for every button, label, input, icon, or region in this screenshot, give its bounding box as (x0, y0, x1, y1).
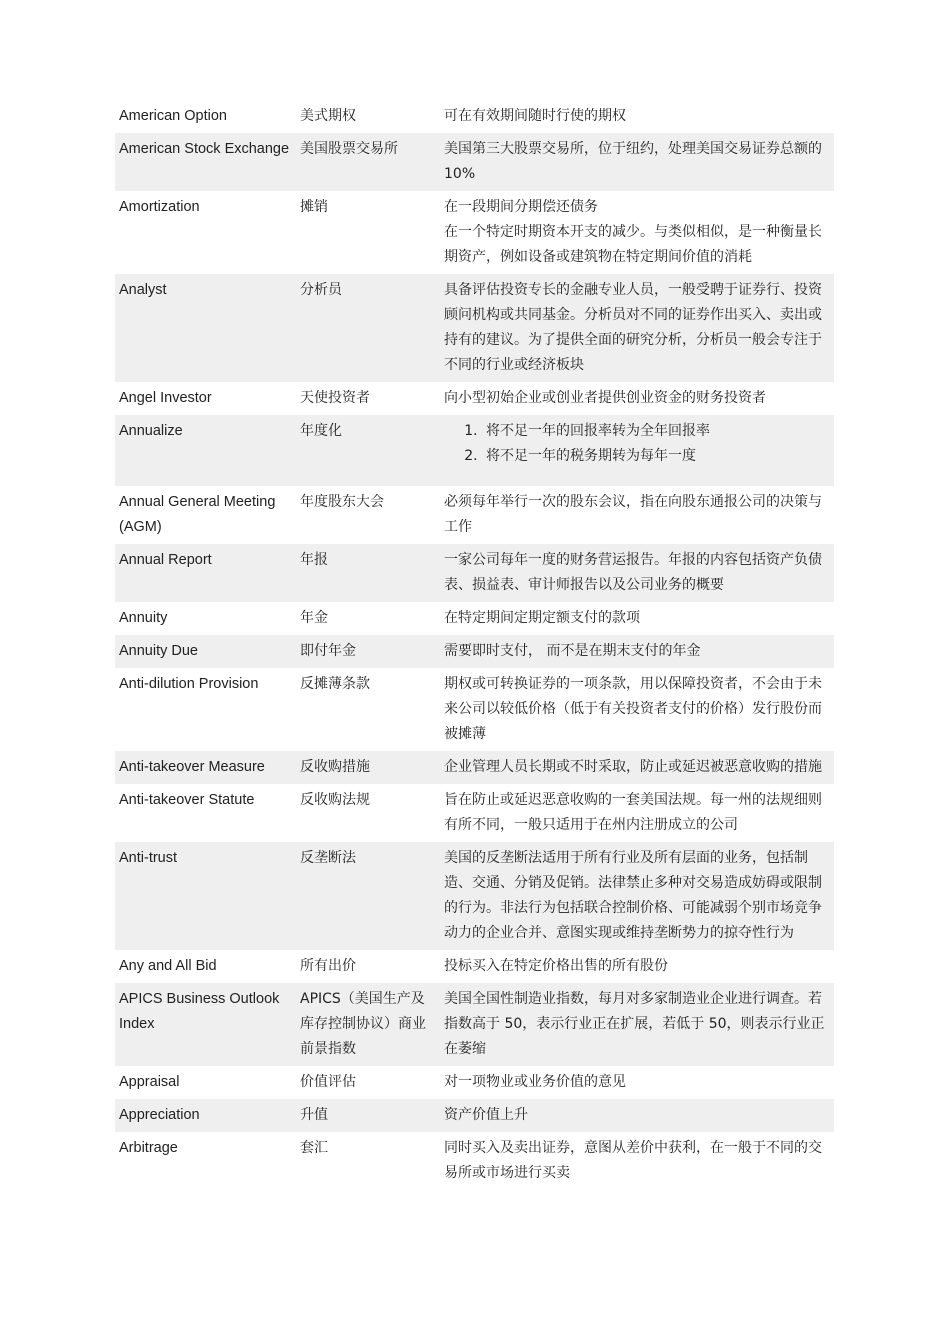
definition-text: 在一段期间分期偿还债务 (444, 199, 598, 215)
glossary-row (115, 668, 834, 751)
term-english: Annual Report (115, 544, 296, 602)
definition (440, 635, 834, 668)
definition (440, 784, 834, 842)
definition-text: 必须每年举行一次的股东会议，指在向股东通报公司的决策与工作 (444, 494, 822, 535)
definition (440, 415, 834, 486)
definition-list-item: 1. 将不足一年的回报率转为全年回报率 (482, 419, 826, 444)
definition (440, 751, 834, 784)
definition (440, 1099, 834, 1132)
definition-text: 美国第三大股票交易所，位于纽约，处理美国交易证券总额的 10% (444, 141, 822, 182)
glossary-row (115, 415, 834, 486)
term-chinese: 摊销 (300, 199, 328, 215)
term-chinese: 所有出价 (300, 958, 356, 974)
definition-text: 在特定期间定期定额支付的款项 (444, 610, 640, 626)
term-chinese: 升值 (296, 1099, 440, 1132)
glossary-row (115, 950, 834, 983)
term-english: Any and All Bid (119, 958, 217, 974)
term-english: Annualize (115, 415, 296, 486)
definition-text: 美国的反垄断法适用于所有行业及所有层面的业务，包括制造、交通、分销及促销。法律禁止多种对交易造成妨碍或限制的行为。非法行为包括联合控制价格、可能减弱个别市场竞争动力的企业合并、意图实现或维持垄断势力的掠夺性行为 (444, 850, 822, 941)
definition-text: 需要即时支付， 而不是在期末支付的年金 (444, 643, 701, 659)
term-english: APICS Business Outlook Index (115, 983, 296, 1066)
definition (440, 274, 834, 382)
glossary-row (115, 191, 834, 274)
definition-text: 在一个特定时期资本开支的减少。与类似相似，是一种衡量长期资产，例如设备或建筑物在特定期间价值的消耗 (444, 224, 822, 265)
definition-text: 对一项物业或业务价值的意见 (444, 1074, 626, 1090)
glossary-row (115, 100, 834, 133)
definition (440, 382, 834, 415)
term-english: Amortization (119, 199, 200, 215)
definition-text: 美国全国性制造业指数，每月对多家制造业企业进行调查。若指数高于 50，表示行业正在扩展，若低于 50，则表示行业正在萎缩 (444, 991, 825, 1057)
term-chinese: 天使投资者 (300, 390, 370, 406)
definition (440, 1132, 834, 1190)
definition (440, 486, 834, 544)
term-english: American Option (119, 108, 227, 124)
glossary-row (115, 1099, 834, 1132)
definition-text: 可在有效期间随时行使的期权 (444, 108, 626, 124)
definition (440, 983, 834, 1066)
term-chinese: 年度化 (296, 415, 440, 486)
glossary-row (115, 784, 834, 842)
term-english: Anti-takeover Statute (119, 792, 255, 808)
glossary-row (115, 635, 834, 668)
definition-text: 具备评估投资专长的金融专业人员，一般受聘于证券行、投资顾问机构或共同基金。分析员对不同的证券作出买入、卖出或持有的建议。为了提供全面的研究分析，分析员一般会专注于不同的行业或经济板块 (444, 282, 822, 373)
glossary-row (115, 274, 834, 382)
definition (440, 842, 834, 950)
glossary-row (115, 382, 834, 415)
glossary-row (115, 751, 834, 784)
term-chinese: 年报 (296, 544, 440, 602)
glossary-row (115, 1132, 834, 1190)
definition-text: 向小型初始企业或创业者提供创业资金的财务投资者 (444, 390, 766, 406)
term-english: Annual General Meeting (AGM) (119, 494, 276, 535)
definition-text: 同时买入及卖出证券，意图从差价中获利，在一般于不同的交易所或市场进行买卖 (444, 1140, 822, 1181)
term-english: Annuity (119, 610, 168, 626)
term-chinese: 美式期权 (300, 108, 356, 124)
definition-text: 期权或可转换证券的一项条款，用以保障投资者，不会由于未来公司以较低价格（低于有关投资者支付的价格）发行股份而被摊薄 (444, 676, 822, 742)
term-english: Arbitrage (119, 1140, 178, 1156)
term-chinese: 分析员 (296, 274, 440, 382)
term-chinese: 年金 (300, 610, 328, 626)
term-english: Anti-dilution Provision (119, 676, 259, 692)
term-chinese: 反摊薄条款 (300, 676, 370, 692)
definition-text: 投标买入在特定价格出售的所有股份 (444, 958, 668, 974)
term-chinese: 价值评估 (300, 1074, 356, 1090)
term-chinese: 美国股票交易所 (296, 133, 440, 191)
definition-text: 旨在防止或延迟恶意收购的一套美国法规。每一州的法规细则有所不同，一般只适用于在州内注册成立的公司 (444, 792, 822, 833)
term-chinese: 反垄断法 (296, 842, 440, 950)
glossary-row (115, 486, 834, 544)
glossary-row (115, 133, 834, 191)
term-english: Annuity Due (115, 635, 296, 668)
glossary-row (115, 1066, 834, 1099)
term-chinese: 年度股东大会 (300, 494, 384, 510)
term-chinese: 即付年金 (296, 635, 440, 668)
term-english: Anti-trust (115, 842, 296, 950)
term-english: Anti-takeover Measure (115, 751, 296, 784)
definition (440, 602, 834, 635)
definition-text: 企业管理人员长期或不时采取，防止或延迟被恶意收购的措施 (444, 759, 822, 775)
term-chinese: APICS（美国生产及库存控制协议）商业前景指数 (296, 983, 440, 1066)
definition (440, 950, 834, 983)
glossary-row (115, 544, 834, 602)
term-chinese: 套汇 (300, 1140, 328, 1156)
definition (440, 191, 834, 274)
glossary-row (115, 842, 834, 950)
definition-text: 一家公司每年一度的财务营运报告。年报的内容包括资产负债表、损益表、审计师报告以及公司业务的概要 (444, 552, 822, 593)
definition-text: 资产价值上升 (444, 1107, 528, 1123)
term-chinese: 反收购法规 (300, 792, 370, 808)
definition-list (444, 419, 826, 469)
definition (440, 133, 834, 191)
glossary-row (115, 983, 834, 1066)
term-chinese: 反收购措施 (296, 751, 440, 784)
definition (440, 1066, 834, 1099)
definition-list-item: 2. 将不足一年的税务期转为每年一度 (482, 444, 826, 469)
definition (440, 544, 834, 602)
term-english: Angel Investor (119, 390, 212, 406)
term-english: Analyst (115, 274, 296, 382)
glossary-row (115, 602, 834, 635)
glossary-table (115, 100, 834, 1190)
term-english: American Stock Exchange (115, 133, 296, 191)
definition (440, 668, 834, 751)
term-english: Appreciation (115, 1099, 296, 1132)
term-english: Appraisal (119, 1074, 180, 1090)
glossary-body (115, 100, 834, 1190)
definition (440, 100, 834, 133)
